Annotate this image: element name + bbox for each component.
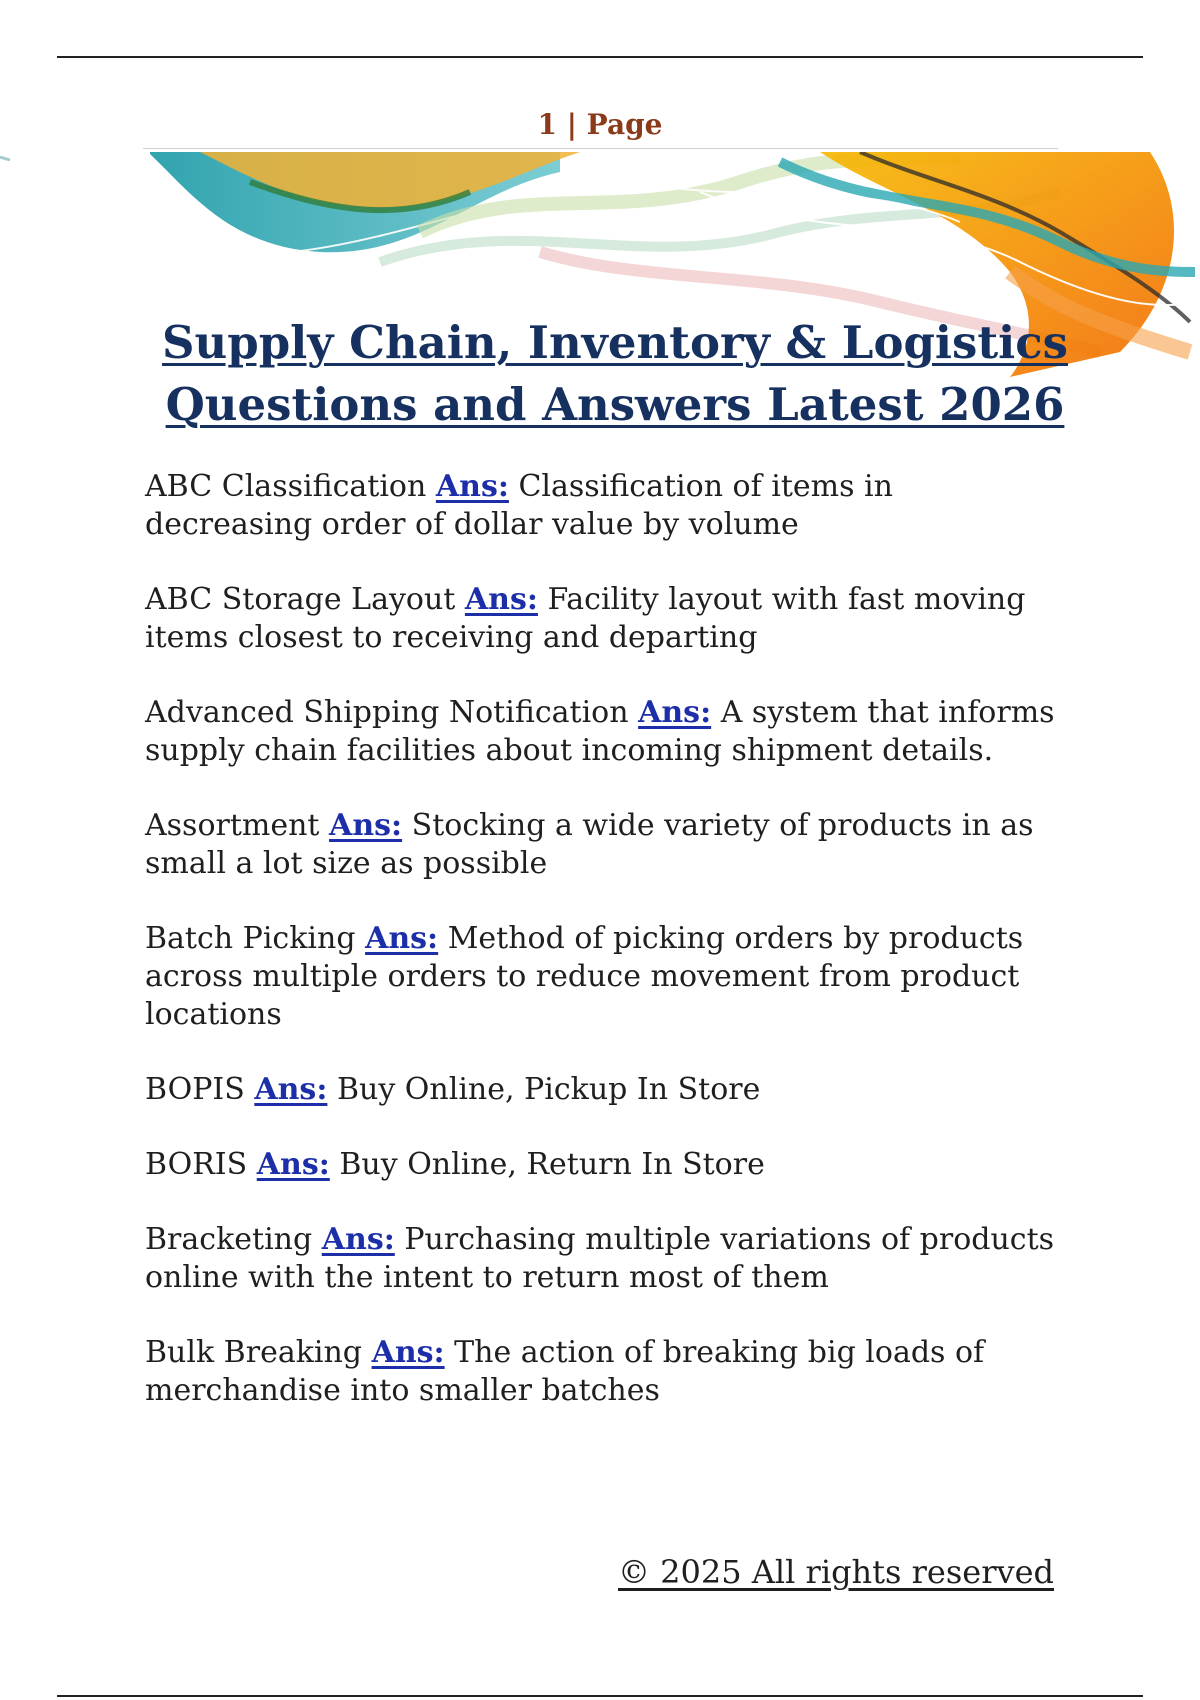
ans-link[interactable]: Ans: [254,1072,328,1107]
qa-term: ABC Storage Layout [145,582,456,617]
ans-link[interactable]: Ans: [329,808,403,843]
qa-definition: The action of breaking big loads of merchandise into smaller batches [145,1335,985,1408]
top-rule [57,56,1143,58]
ans-link[interactable]: Ans: [365,921,439,956]
ans-link[interactable]: Ans: [464,582,538,617]
qa-item [145,1146,1065,1184]
qa-definition: Method of picking orders by products across multiple orders to reduce movement from product locations [145,921,1024,1032]
qa-definition: Facility layout with fast moving items closest to receiving and departing [145,582,1026,655]
qa-item [145,1334,1065,1410]
page-number: 1 | Page [537,108,663,141]
ans-link[interactable]: Ans: [638,695,712,730]
qa-definition: Buy Online, Return In Store [339,1147,765,1182]
copyright-notice: © 2025 All rights reserved [618,1553,1054,1591]
qa-term: ABC Classification [145,469,427,504]
qa-list [145,468,1065,1447]
qa-term: BORIS [145,1147,248,1182]
qa-definition: Stocking a wide variety of products in as small a lot size as possible [145,808,1034,881]
qa-definition: Classification of items in decreasing order of dollar value by volume [145,469,893,542]
ans-link[interactable]: Ans: [321,1222,395,1257]
ans-link[interactable]: Ans: [256,1147,330,1182]
qa-term: Batch Picking [145,921,356,956]
bottom-rule [57,1695,1143,1697]
ans-link[interactable]: Ans: [371,1335,445,1370]
qa-item [145,807,1065,883]
qa-item [145,581,1065,657]
qa-item [145,920,1065,1034]
qa-term: Bracketing [145,1222,313,1257]
qa-term: Assortment [145,808,320,843]
qa-definition: Purchasing multiple variations of products online with the intent to return most of them [145,1222,1055,1295]
header-divider [143,148,1058,149]
qa-definition: A system that informs supply chain facilities about incoming shipment details. [145,695,1055,768]
qa-term: Advanced Shipping Notification [145,695,629,730]
qa-item [145,1221,1065,1297]
qa-item [145,1071,1065,1109]
qa-definition: Buy Online, Pickup In Store [336,1072,761,1107]
qa-term: BOPIS [145,1072,245,1107]
qa-term: Bulk Breaking [145,1335,363,1370]
ans-link[interactable]: Ans: [435,469,509,504]
qa-item [145,468,1065,544]
document-title: Supply Chain, Inventory & Logistics Questions and Answers Latest 2026 [162,316,1068,431]
qa-item [145,694,1065,770]
